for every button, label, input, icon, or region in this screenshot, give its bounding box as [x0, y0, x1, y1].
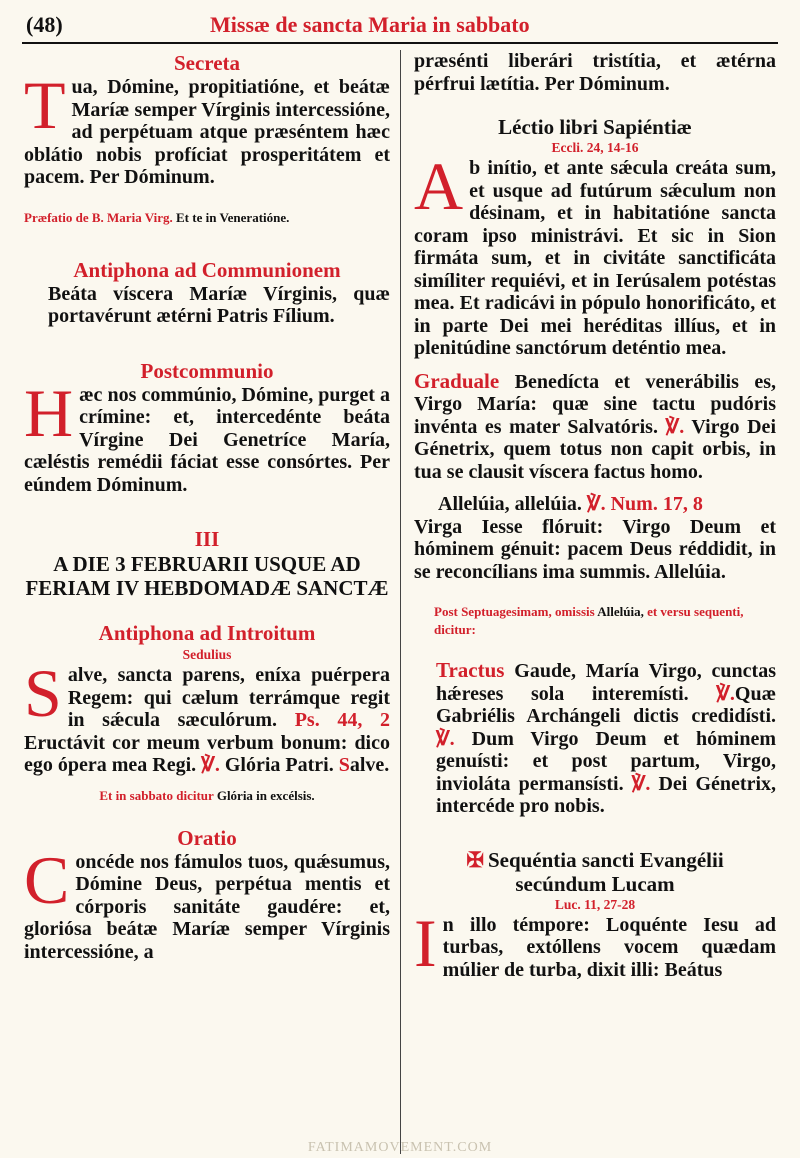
- communion-heading: Antiphona ad Communionem: [73, 257, 341, 282]
- introit-heading: Antiphona ad Introitum: [98, 621, 316, 645]
- gospel-heading: ✠ Sequéntia sancti Evangélii: [466, 847, 724, 872]
- lectio-text: Ab inítio, et ante sǽcula creáta sum, et usque ad futúrum sǽculum non désinam, et in habitatióne sancta coram ipso ministrávi. Et sic in Sion firmáta sum, et in civitáte sanctificáta simíliter requiévi, et in Ierúsalem potéstas mea. Et radicávi in pópulo honorificáto, et in parte Dei mei heréditas illíus, et in plenitúdine sanctórum deténtio mea.: [414, 148, 776, 359]
- alleluia-line: Allelúia, allelúia. ℣. Num. 17, 8: [438, 493, 703, 515]
- lectio-heading: Léctio libri Sapiéntiæ: [498, 115, 692, 139]
- secreta-heading: Secreta: [173, 51, 241, 75]
- lectio-citation: Eccli. 24, 14-16: [551, 140, 639, 155]
- page-header: [22, 8, 778, 44]
- drop-cap: I: [414, 904, 437, 981]
- tractus-text: Tractus Gaude, María Virgo, cunctas hǽreses sola interemísti. ℣.Quæ Gabriélis Archángeli dictis credidísti. ℣. Dum Virgo Deum et hóminem genuísti: et post partum, Virgo, invioláta permansísti. ℣. Dei Génetrix, intercéde pro nobis.: [436, 658, 777, 817]
- praefatio-note: Præfatio de B. Maria Virg. Et te in Veneratióne.: [24, 209, 290, 225]
- drop-cap: C: [24, 841, 70, 918]
- gospel-heading-2: secúndum Lucam: [515, 871, 675, 896]
- watermark: FATIMAMOVEMENT.COM: [307, 1140, 493, 1155]
- graduale-text: Graduale Benedícta et venerábilis es, Virgo María: quæ sine tactu pudóris invénta es mater Salvatóris. ℣. Virgo Dei Génetrix, quem totus non capit orbis, in tua se clausit víscera factus homo.: [414, 368, 776, 483]
- introit-text: Salve, sancta parens, eníxa puérpera Regem: qui cælum terrámque regit in sǽcula sæculórum. Ps. 44, 2 Eructávit cor meum verbum bonum: dico ego ópera mea Regi. ℣. Glória Patri. Salve.: [24, 655, 391, 776]
- postcommunio-heading: Postcommunio: [140, 358, 274, 383]
- drop-cap: T: [24, 67, 66, 143]
- postcommunio-text: Hæc nos commúnio, Dómine, purget a crímine: et, intercedénte beáta Vírgine Dei Genetríce María, cæléstis remédii fáciat esse consórtes. Per eúndem Dóminum.: [24, 374, 390, 496]
- drop-cap: S: [24, 655, 62, 731]
- section-number: III: [194, 527, 220, 551]
- cross-icon: ✠: [466, 847, 484, 872]
- communion-text: Beáta víscera Maríæ Vírginis, quæ portavérunt ætérni Patris Fílium.: [48, 282, 390, 327]
- alleluia-verse: Virga Iesse flóruit: Virgo Deum et hóminem génuit: pacem Deus réddidit, in se reconcílians ima summis. Allelúia.: [414, 515, 776, 583]
- section-title: A DIE 3 FEBRUARII USQUE AD FERIAM IV HEBDOMADÆ SANCTÆ: [25, 552, 389, 600]
- right-column: [414, 50, 776, 981]
- gloria-note: Et in sabbato dicitur Glória in excélsis.: [99, 787, 315, 803]
- oratio-text: Concéde nos fámulos tuos, quǽsumus, Dómine Deus, perpétua mentis et córporis sanitáte gaudére: et, gloriósa beátæ Maríæ semper Vírginis intercessióne, a: [24, 841, 390, 963]
- introit-source: Sedulius: [182, 647, 232, 662]
- gospel-text: In illo témpore: Loquénte Iesu ad turbas, extóllens vocem quædam múlier de turba, dixit illi: Beátus: [414, 904, 776, 981]
- page-number: (48): [26, 12, 63, 37]
- left-column: [24, 50, 390, 963]
- septuagesima-note: Post Septuagesimam, omissis Allelúia, et versu sequenti, dicitur:: [434, 604, 744, 637]
- oratio-continuation: præsénti liberári tristítia, et ætérna pérfrui lætítia. Per Dóminum.: [414, 50, 776, 95]
- column-divider: [400, 50, 401, 1154]
- running-title: Missæ de sancta Maria in sabbato: [210, 12, 530, 37]
- oratio-heading: Oratio: [177, 825, 237, 850]
- drop-cap: A: [414, 148, 464, 224]
- secreta-text: Tua, Dómine, propitiatióne, et beátæ Maríæ semper Vírginis intercessióne, ad perpétuam atque præséntem hæc oblátio nobis profíciat prosperitátem et pacem. Per Dóminum.: [24, 67, 390, 188]
- gospel-citation: Luc. 11, 27-28: [554, 896, 636, 912]
- drop-cap: H: [24, 374, 74, 451]
